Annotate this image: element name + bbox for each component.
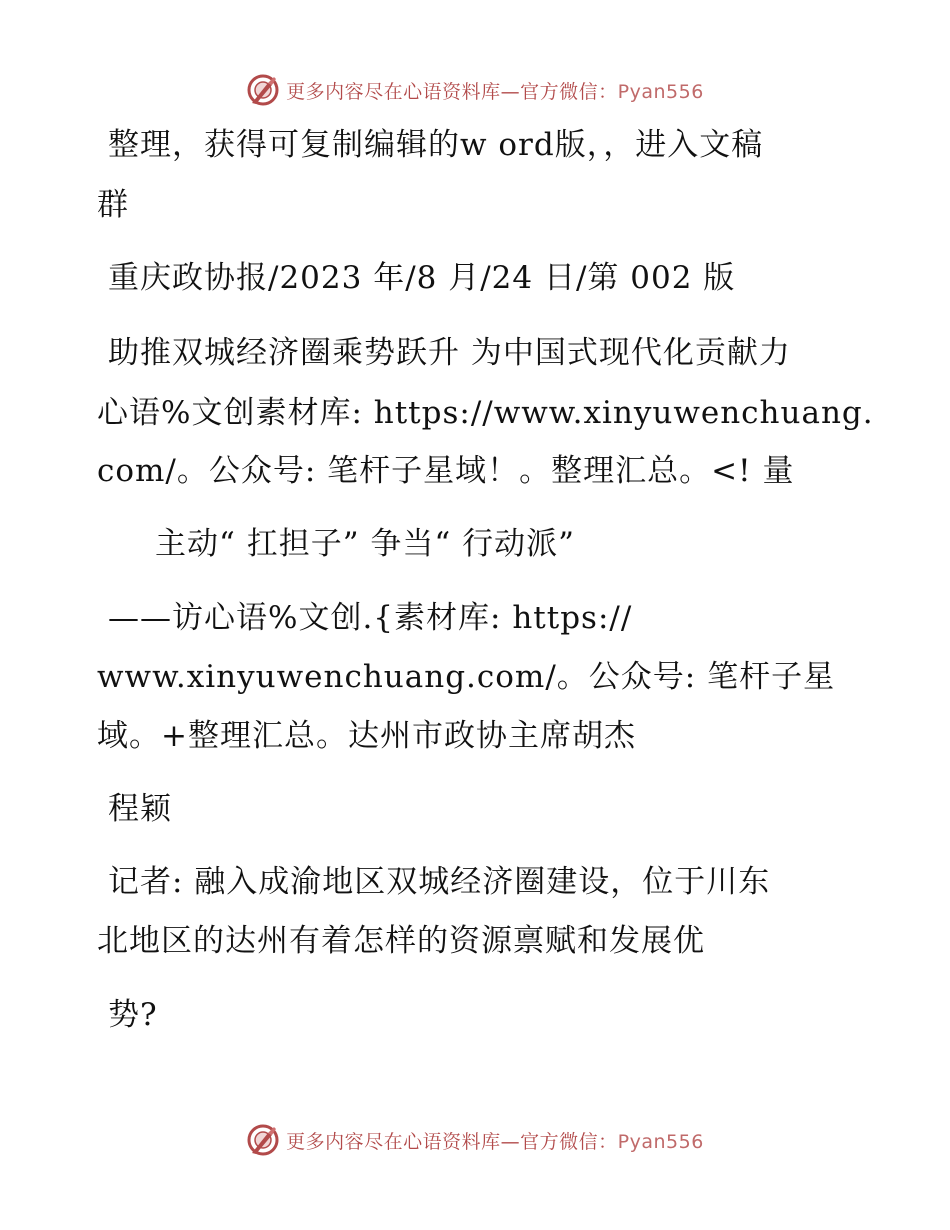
interview-line-3: 域。+整理汇总。达州市政协主席胡杰 — [97, 718, 636, 754]
intro-line-1: 整理，获得可复制编辑的w ord版，，进入文稿 — [108, 127, 764, 163]
quill-seal-icon — [246, 73, 280, 107]
header-watermark-text: 更多内容尽在心语资料库—官方微信：Pyan556 — [286, 80, 704, 103]
promo-line-1: 心语%文创素材库: https://www.xinyuwenchuang. — [97, 395, 874, 431]
source-line: 重庆政协报/2023 年/8 月/24 日/第 002 版 — [108, 260, 736, 296]
footer-watermark-banner — [0, 1120, 950, 1160]
author-line: 程颖 — [108, 791, 172, 827]
footer-wechat-id: Pyan556 — [617, 1130, 704, 1153]
header-watermark-banner — [0, 70, 950, 110]
question-line-2: 北地区的达州有着怎样的资源禀赋和发展优 — [97, 923, 705, 959]
interview-line-1: ——访心语%文创.{素材库: https:// — [108, 600, 633, 636]
header-wechat-id: Pyan556 — [617, 80, 704, 103]
promo-line-2: com/。公众号: 笔杆子星域！。整理汇总。<! 量 — [97, 453, 795, 489]
question-line-1: 记者: 融入成渝地区双城经济圈建设，位于川东 — [108, 864, 771, 900]
quill-seal-icon — [246, 1123, 280, 1157]
article-subtitle: 主动“ 扛担子” 争当“ 行动派” — [155, 526, 575, 562]
footer-watermark-text: 更多内容尽在心语资料库—官方微信：Pyan556 — [286, 1130, 704, 1153]
article-headline: 助推双城经济圈乘势跃升 为中国式现代化贡献力 — [108, 335, 791, 371]
interview-line-2: www.xinyuwenchuang.com/。公众号: 笔杆子星 — [97, 659, 836, 695]
intro-line-2: 群 — [97, 187, 129, 223]
question-line-3: 势? — [108, 997, 158, 1033]
